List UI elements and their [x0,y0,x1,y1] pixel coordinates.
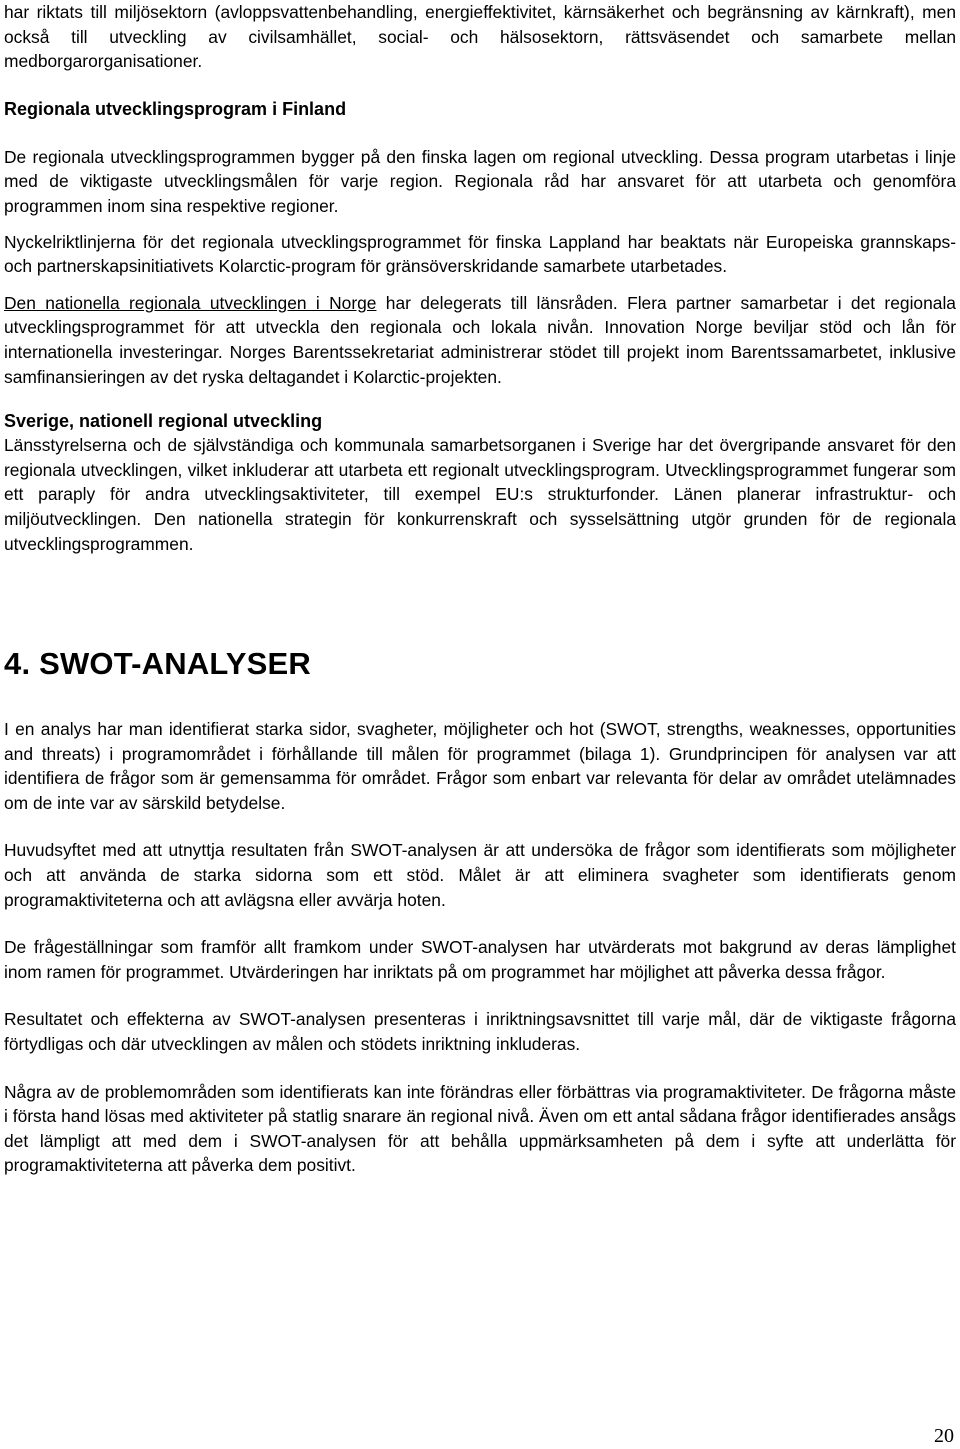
finland-paragraph-1: De regionala utvecklingsprogrammen bygger på den finska lagen om regional utveckling. Dessa program utarbetas i linje med de viktigaste utvecklingsmålen för varje region. Regionala råd har ansvaret för att utarbeta och genomföra programmen inom sina respektive regioner. [4,146,956,216]
swot-paragraph-4: Resultatet och effekterna av SWOT-analysen presenteras i inriktningsavsnittet till varje mål, där de viktigaste frågorna förtydligas och där utvecklingen av målen och stödets inriktning inkluderas. [4,1009,956,1055]
swot-paragraph-5: Några av de problemområden som identifierats kan inte förändras eller förbättras via programaktiviteter. De frågorna måste i första hand lösas med aktiviteter på statlig snarare än regional nivå. Även om ett antal sådana frågor identifierades ansågs det lämpligt att med dem i SWOT-analysen för att behålla uppmärksamheten på dem i syfte att underlätta för programaktiviteterna att påverka dem positivt. [4,1081,956,1176]
sverige-heading: Sverige, nationell regional utveckling [4,411,323,432]
swot-paragraph-1: I en analys har man identifierat starka sidor, svagheter, möjligheter och hot (SWOT, strengths, weaknesses, opportunities and threats) i programområdet i förhållande till målen för programmet (bilaga 1). Grundprincipen för analysen var att identifiera de frågor som är gemensamma för området. Frågor som enbart var relevanta för delar av området utelämnades om de inte var av särskild betydelse. [4,719,956,813]
norge-underlined-lead: Den nationella regionala utvecklingen i Norge [4,292,377,313]
page-number: 20 [934,1425,954,1447]
norge-paragraph [4,291,956,389]
finland-heading: Regionala utvecklingsprogram i Finland [4,98,347,119]
swot-paragraph-2: Huvudsyftet med att utnyttja resultaten från SWOT-analysen är att undersöka de frågor som identifierats som möjligheter och att använda de starka sidorna som ett stöd. Målet är att eliminera svagheter som identifierats genom programaktiviteterna och att avlägsna eller avvärja hoten. [4,840,956,910]
finland-paragraph-2: Nyckelriktlinjerna för det regionala utvecklingsprogrammet för finska Lappland har beaktats när Europeiska grannskaps- och partnerskapsinitiativets Kolarctic-program för gränsöverskridande samarbete utarbetades. [4,231,956,277]
intro-paragraph: har riktats till miljösektorn (avloppsvattenbehandling, energieffektivitet, kärnsäkerhet och begränsning av kärnkraft), men också till utveckling av civilsamhället, social- och hälsosektorn, rättsväsendet och samarbete mellan medborgarorganisationer. [4,2,956,72]
swot-section-heading: 4. SWOT-ANALYSER [4,646,311,682]
norge-paragraph-text: har delegerats till länsråden. Flera partner samarbetar i det regionala utvecklingsprogrammet för att utveckla den regionala och lokala nivån. Innovation Norge beviljar stöd och lån för internationella investeringar. Norges Barentssekretariat administrerar stödet till projekt inom Barentssamarbetet, inklusive samfinansieringen av det ryska deltagandet i Kolarctic-projekten. [4,292,956,387]
swot-paragraph-3: De frågeställningar som framför allt framkom under SWOT-analysen har utvärderats mot bakgrund av deras lämplighet inom ramen för programmet. Utvärderingen har inriktats på om programmet har möjlighet att påverka dessa frågor. [4,937,956,982]
document-page [4,0,956,1178]
sverige-paragraph: Länsstyrelserna och de självständiga och kommunala samarbetsorganen i Sverige har det övergripande ansvaret för den regionala utvecklingen, vilket inkluderar att utarbeta ett regionalt utvecklingsprogram. Utvecklingsprogrammet fungerar som ett paraply för andra utvecklingsaktiviteter, till exempel EU:s strukturfonder. Länen planerar infrastruktur- och miljöutvecklingen. Den nationella strategin för konkurrenskraft och sysselsättning utgör grunden för de regionala utvecklingsprogrammen. [4,435,956,554]
